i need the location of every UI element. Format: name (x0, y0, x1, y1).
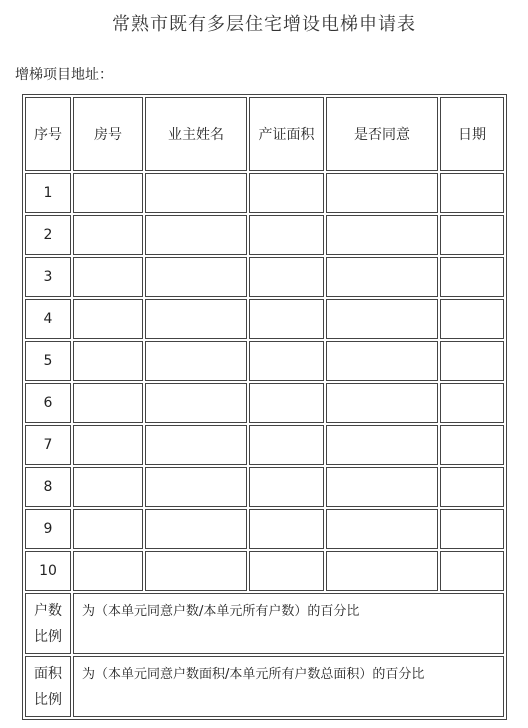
deed-area-cell[interactable] (249, 341, 324, 381)
owner-name-cell[interactable] (145, 173, 247, 213)
deed-area-cell[interactable] (249, 257, 324, 297)
table-row (25, 383, 504, 423)
agree-cell[interactable] (326, 467, 438, 507)
deed-area-cell[interactable] (249, 215, 324, 255)
deed-area-cell[interactable] (249, 299, 324, 339)
agree-cell[interactable] (326, 215, 438, 255)
room-cell[interactable] (73, 299, 143, 339)
room-cell[interactable] (73, 467, 143, 507)
agree-cell[interactable] (326, 383, 438, 423)
date-cell[interactable] (440, 299, 504, 339)
deed-area-cell[interactable] (249, 383, 324, 423)
date-cell[interactable] (440, 467, 504, 507)
agree-cell[interactable] (326, 341, 438, 381)
date-cell[interactable] (440, 215, 504, 255)
table-header-row (25, 97, 504, 171)
room-cell[interactable] (73, 215, 143, 255)
deed-area-cell[interactable] (249, 425, 324, 465)
row-number: 6 (25, 383, 71, 423)
area-ratio-description: 为（本单元同意户数面积/本单元所有户数总面积）的百分比 (73, 656, 504, 717)
row-number: 4 (25, 299, 71, 339)
room-cell[interactable] (73, 425, 143, 465)
row-number: 1 (25, 173, 71, 213)
deed-area-cell[interactable] (249, 467, 324, 507)
room-cell[interactable] (73, 341, 143, 381)
table-row (25, 467, 504, 507)
header-room: 房号 (73, 97, 143, 171)
table-row (25, 299, 504, 339)
area-ratio-label-line1: 面积 (34, 665, 62, 682)
header-seq: 序号 (25, 97, 71, 171)
row-number: 3 (25, 257, 71, 297)
owner-name-cell[interactable] (145, 551, 247, 591)
deed-area-cell[interactable] (249, 509, 324, 549)
owner-name-cell[interactable] (145, 383, 247, 423)
date-cell[interactable] (440, 383, 504, 423)
area-ratio-label (25, 656, 71, 717)
table-row (25, 425, 504, 465)
owner-name-cell[interactable] (145, 467, 247, 507)
households-ratio-label-line1: 户数 (34, 602, 62, 619)
row-number: 8 (25, 467, 71, 507)
table-row (25, 215, 504, 255)
owner-name-cell[interactable] (145, 425, 247, 465)
table-row (25, 341, 504, 381)
agree-cell[interactable] (326, 509, 438, 549)
header-owner-name: 业主姓名 (145, 97, 247, 171)
agree-cell[interactable] (326, 257, 438, 297)
row-number: 2 (25, 215, 71, 255)
households-ratio-label-line2: 比例 (34, 628, 62, 645)
row-number: 7 (25, 425, 71, 465)
agree-cell[interactable] (326, 425, 438, 465)
owner-name-cell[interactable] (145, 299, 247, 339)
date-cell[interactable] (440, 173, 504, 213)
date-cell[interactable] (440, 341, 504, 381)
row-number: 10 (25, 551, 71, 591)
owner-name-cell[interactable] (145, 257, 247, 297)
deed-area-cell[interactable] (249, 551, 324, 591)
agree-cell[interactable] (326, 551, 438, 591)
date-cell[interactable] (440, 425, 504, 465)
table-row (25, 509, 504, 549)
area-ratio-row (25, 656, 504, 717)
owner-name-cell[interactable] (145, 509, 247, 549)
households-ratio-row (25, 593, 504, 654)
application-table (22, 94, 507, 720)
households-ratio-description: 为（本单元同意户数/本单元所有户数）的百分比 (73, 593, 504, 654)
deed-area-cell[interactable] (249, 173, 324, 213)
header-deed-area: 产证面积 (249, 97, 324, 171)
date-cell[interactable] (440, 551, 504, 591)
page-title: 常熟市既有多层住宅增设电梯申请表 (112, 14, 416, 35)
agree-cell[interactable] (326, 173, 438, 213)
table-row (25, 257, 504, 297)
room-cell[interactable] (73, 383, 143, 423)
table-row (25, 551, 504, 591)
agree-cell[interactable] (326, 299, 438, 339)
area-ratio-label-line2: 比例 (34, 691, 62, 708)
room-cell[interactable] (73, 173, 143, 213)
owner-name-cell[interactable] (145, 215, 247, 255)
row-number: 9 (25, 509, 71, 549)
room-cell[interactable] (73, 257, 143, 297)
owner-name-cell[interactable] (145, 341, 247, 381)
room-cell[interactable] (73, 551, 143, 591)
date-cell[interactable] (440, 257, 504, 297)
header-agree: 是否同意 (326, 97, 438, 171)
project-address-label: 增梯项目地址： (15, 67, 113, 83)
room-cell[interactable] (73, 509, 143, 549)
row-number: 5 (25, 341, 71, 381)
households-ratio-label (25, 593, 71, 654)
date-cell[interactable] (440, 509, 504, 549)
header-date: 日期 (440, 97, 504, 171)
table-row (25, 173, 504, 213)
